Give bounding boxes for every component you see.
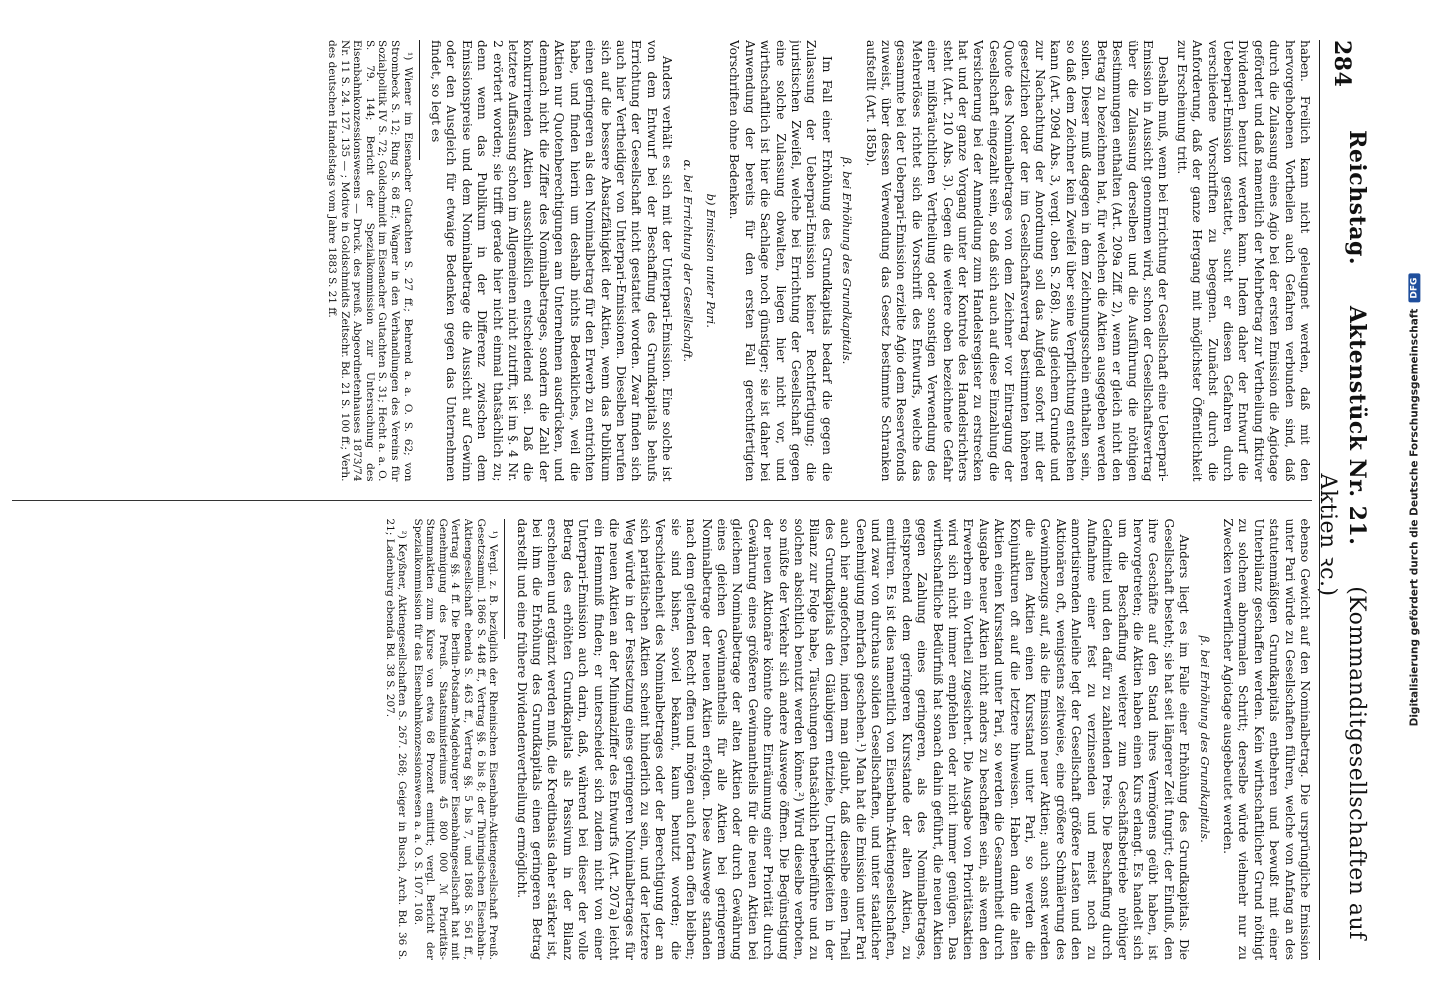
- paragraph: Anders liegt es im Falle einer Erhöhung des Grundkapitals. Die Gesellschaft besteht; sie hat seit längerer Zeit fungirt; der Einfluß, den ihre Geschäfte auf den Stand ihres Vermögens geübt haben, ist hervorgetreten; die Aktien haben einen Kurs erlangt. Es handelt sich um die Beschaffung weiterer zum Geschäftsbetriebe nöthiger Geldmittel und den dafür zu zahlenden Preis. Die Beschaffung durch Aufnahme einer fest zu verzinsenden und meist noch zu amortisirenden Anleihe legt der Gesellschaft größere Lasten und den Aktionären oft, wenigstens zeitweise, eine größere Schmälerung des Gewinnbezugs auf, als die Emission neuer Aktien; auch sonst werden die alten Aktien einen Kursstand unter Pari, so werden die Konjunkturen oft auf die letztere hinweisen. Haben dann die alten Aktien einen Kursstand unter Pari, so werden die Gesammtheit durch Ausgabe neuer Aktien nicht anders zu beschaffen sein, als wenn den Erwerbern ein Vortheil zugesichert. Die Ausgabe von Prioritätsaktien wird sich nicht immer empfehlen oder nicht immer genügen. Das wirthschaftliche Bedürfniß hat sonach dahin geführt, die neuen Aktien gegen Zahlung eines geringeren, als des Nominalbetrages, entsprechend dem geringeren Kursstande der alten Aktien, zu emittiren. Es ist dies namentlich von Eisenbahn-Aktiengesellschaften, und zwar von durchaus soliden Gesellschaften, und unter staatlicher Genehmigung mehrfach geschehen.¹) Man hat die Emission unter Pari auch hier angefochten, indem man glaubt, daß dieselbe einen Theil des Grundkapitals den Gläubigern entziehe, Unrichtigkeiten in der Bilanz zur Folge habe, Täuschungen thatsächlich herbeiführe und zu solchen absichtlich benutzt werden könne.²) Wird dieselbe verboten, so müßte der Verkehr sich andere Auswege öffnen. Die Begünstigung der neuen Aktionäre könnte ohne Einräumung einer Priorität durch Gewährung eines größeren Gewinnantheils für die neuen Aktien bei gleichem Nominalbetrage der alten Aktien oder durch Gewährung eines gleichen Gewinnantheils für alle Aktien bei geringerem Nominalbetrage der neuen Aktien erfolgen. Diese Auswege standen nach dem geltenden Recht offen und mögen auch fortan offen bleiben; sie sind bisher, soviel bekannt, kaum benutzt worden; die Verschiedenheit des Nominalbetrages oder der Berechtigung der an sich paritätischen Aktien scheint hinderlich zu sein, und der letztere Weg würde in der Festsetzung eines geringeren Nominalbetrages für die neuen Aktien an der Minimalziffer des Entwurfs (Art. 207a) leicht ein Hemmniß finden; er unterscheidet sich zudem nicht von einer Unterpari-Emission auch darin, daß, während bei dieser der volle Betrag des erhöhten Grundkapitals als Passivum in der Bilanz erscheinen und ergänzt werden muß, die Kreditbasis daher stärker ist, bei ihm die Erhöhung des Grundkapitals einen geringeren Betrag darstellt und eine frühere Dividendenvertheilung ermöglicht.: [514, 518, 1192, 960]
- rotated-document-page: [0, 20, 1370, 980]
- footnote-rule: [504, 519, 505, 639]
- paragraph: haben. Freilich kann nicht geleugnet werden, daß mit den hervorgehobenen Vortheilen auch Gefahren verbunden sind, daß durch die Zulassung eines Agio bei der ersten Emission die Agiotage gefördert und daß namentlich der Mehrbetrag zur Vertheilung fiktiver Dividenden benutzt werden kann. Indem daher der Entwurf die Ueberpari-Emission gestattet, sucht er diesen Gefahren durch verschiedene Vorschriften zu begegnen. Zunächst durch die Anforderung, daß der ganze Hergang mit möglichster Öffentlichkeit zur Erscheinung tritt.: [1174, 40, 1312, 482]
- footnote-rule: [419, 40, 420, 160]
- paragraph: Im Fall einer Erhöhung des Grundkapitals bedarf die gegen die Zulassung der Ueberpari-Emission keiner Rechtfertigung; die juristischen Zweifel, welche bei Errichtung der Gesellschaft gegen eine solche Zulassung obwalten, liegen hier nicht vor, und wirthschaftlich ist hier die Sachlage noch günstiger; sie ist daher bei Anwendung der bereits für den ersten Fall gerechtfertigten Vorschriften ohne Bedenken.: [727, 40, 834, 482]
- header-title: [1314, 110, 1370, 960]
- paragraph: Deshalb muß, wenn bei Errichtung der Gesellschaft eine Ueberpari-Emission in Aussicht genommen wird, schon der Gesellschaftsvertrag über die Zulassung derselben und die Ausführung die nöthigen Bestimmungen enthalten (Art. 209a Ziff. 2), wenn er gleich nicht den Betrag zu bezeichnen hat, für welchen die Aktien ausgegeben werden sollen. Dieser muß dagegen in dem Zeichnungsschein enthalten sein, so daß dem Zeichner kein Zweifel über seine Verpflichtung entstehen kann (Art. 209d Abs. 3, vergl. oben S. 268). Aus gleichem Grunde und zur Nachachtung der Anordnung soll das Aufgeld sofort mit der gesetzlichen oder der im Gesellschaftsvertrag bestimmten höheren Quote des Nominalbetrages von dem Zeichner vor Eintragung der Gesellschaft eingezahlt sein, so daß sich auch auf diese Einzahlung die Versicherung bei der Anmeldung zum Handelsregister zu erstrecken hat und der ganze Vorgang unter der Kontrole des Handelsrichters steht (Art. 210 Abs. 3). Gegen die weitere oben bezeichnete Gefahr einer mißbräuchlichen Vertheilung oder sonstigen Verwendung des Mehrerlöses richtet sich die Vorschrift des Entwurfs, welche das gesammte bei der Ueberpari-Emission erzielte Agio dem Reservefonds zuweist, über dessen Verwendung das Gesetz bestimmte Schranken aufstellt (Art. 185b).: [863, 40, 1171, 482]
- running-header: [1315, 40, 1370, 960]
- text-column-right: [12, 519, 1312, 961]
- credit-text: Digitalisierung gefördert durch die Deutsche Forschungsgemeinschaft: [1408, 308, 1420, 727]
- footnote: ²) Keyßner, Aktiengesellschaften S. 267. 268; Geiger in Busch, Arch. Bd. 36 S. 21; Ladenburg ebenda Bd. 38 S. 207.: [383, 518, 409, 960]
- header-rule: [1319, 40, 1320, 960]
- dfg-logo: DFG: [1408, 274, 1420, 303]
- header-left: Reichstag.: [1344, 130, 1370, 266]
- column-divider: [12, 500, 1312, 501]
- paragraph: ebenso Gewicht auf den Nominalbetrag. Die ursprüngliche Emission unter Pari würde zu Gesellschaften führen, welche von Anfang an des statutenmäßigen Grundkapitals entbehren und bewußt mit einer Unterbilanz geschaffen werden. Kein wirthschaftlicher Grund nöthigt zu solchem abnormalen Schritt; derselbe würde vielmehr nur zu Zwecken verwerflicher Agiotage ausgebeutet werden.: [1220, 518, 1312, 960]
- paragraph: Anders verhält es sich mit der Unterpari-Emission. Eine solche ist von dem Entwurf bei der Beschaffung des Grundkapitals behufs Errichtung der Gesellschaft nicht gestattet worden. Zwar finden sich auch hier Vertheidiger von Unterpari-Emissionen. Dieselben berufen sich auf die bessere Absatzfähigkeit der Aktien, wenn das Publikum einen geringeren als den Nominalbetrag für den Erwerb zu entrichten habe, und finden hierin um deshalb nichts Bedenkliches, weil die Aktien nur Quotenberechtigungen am Unternehmen ausdrücken, und demnach nicht die Ziffer des Nominalbetrages, sondern die Zahl der konkurrirenden Aktien ausschließlich entscheidend sei. Daß die letztere Auffassung schon im Allgemeinen nicht zutrifft, ist im §. 4 Nr. 2 erörtert worden; sie trifft gerade hier nicht einmal thatsächlich zu; denn wenn das Publikum in der Differenz zwischen dem Emissionspreise und dem Nominalbetrage die Aussicht auf Gewinn oder den Ausgleich für etwaige Bedenken gegen das Unternehmen findet, so legt es: [429, 40, 675, 482]
- digitization-credit: [1402, 0, 1426, 1000]
- text-columns: [12, 40, 1312, 960]
- footnote: ¹) Vergl. z. B. bezüglich der Rheinischen Eisenbahn-Aktiengesellschaft Preuß. Gesetzsamml. 1866 S. 448 ff., Vertrag §§. 6 bis 8; der Thüringischen Eisenbahn-Aktiengesellschaft ebenda S. 463 ff., Vertrag §§. 5 bis 7, und 1868 S. 561 ff., Vertrag §§. 4 ff. Die Berlin-Potsdam-Magdeburger Eisenbahngesellschaft hat mit Genehmigung des Preuß. Staatsministeriums 45 800 000 ℳ Prioritäts-Stammaktien zum Kurse von etwa 68 Prozent emittirt; vergl. Bericht der Spezialkommission für das Eisenbahnkonzessionswesen a. a. O. S. 107. 108.: [411, 518, 500, 960]
- text-column-left: [12, 40, 1312, 482]
- section-heading: β. bei Erhöhung des Grundkapitals.: [1197, 635, 1212, 843]
- section-heading: α. bei Errichtung der Gesellschaft.: [680, 159, 695, 362]
- footnote: ¹) Wiener im Eisenacher Gutachten S. 27 ff.; Behrend a. a. O. S. 62; von Strombeck S. 12; Ring S. 68 ff.; Wagner in den Verhandlungen des Vereins für Sozialpolitik IV S. 72; Goldschmidt im Eisenacher Gutachten S. 31; Hecht a. a. O. S. 79. 144; Bericht der Spezialkommission zur Untersuchung des Eisenbahnkonzessionswesens — Druck. des preuß. Abgeordnetenhauses 1873/74 Nr. 11 S. 24. 127. 135 — ; Motive in Goldschmidts Zeitschr. Bd. 21 S. 100 ff.; Verh. des deutschen Handelstags vom Jahre 1883 S. 21 ff.: [326, 40, 414, 482]
- section-heading: β. bei Erhöhung des Grundkapitals.: [840, 157, 855, 365]
- header-center: Aktenstück Nr. 21.: [1344, 305, 1370, 546]
- section-heading: b) Emission unter Pari.: [703, 193, 718, 328]
- header-right: (Kommanditgesellschaften auf Aktien ꝛc.): [1315, 473, 1369, 940]
- page-number: 284: [1329, 40, 1355, 88]
